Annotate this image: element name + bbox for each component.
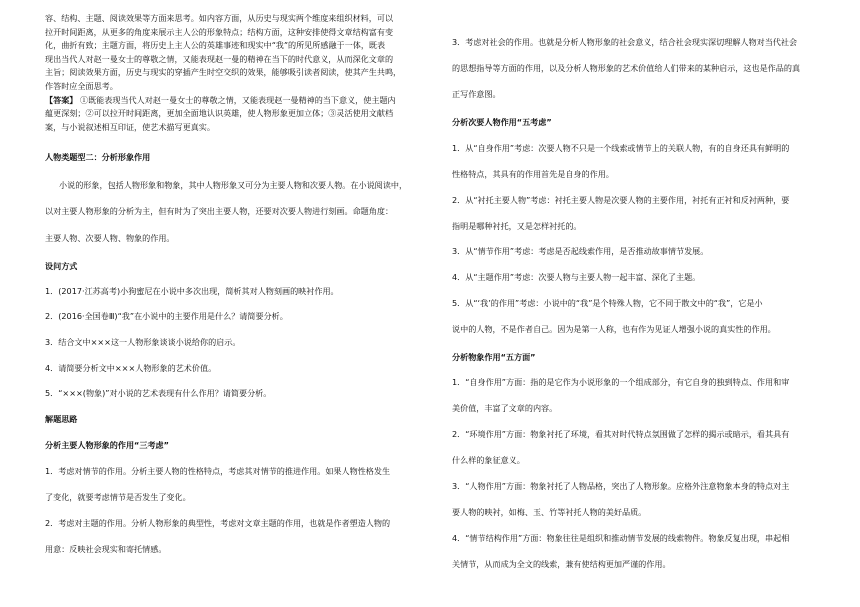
- body-line: 主要人物、次要人物、物象的作用。: [45, 233, 175, 243]
- intro-line: 容、结构、主题、阅读效果等方面来思考。如内容方面，从历史与现实两个维度来组织材料，可以: [45, 13, 394, 23]
- answer-label: 【答案】: [45, 94, 78, 105]
- body-line: 2．考虑对主题的作用。分析人物形象的典型性，考虑对文章主题的作用，也就是作者塑造人物的: [45, 518, 391, 528]
- body-line: 5．从“‘我’的作用”考虑：小说中的“我”是个特殊人物，它不同于散文中的“我”，它是小: [452, 298, 763, 308]
- body-line: 以对主要人物形象的分析为主，但有时为了突出主要人物，还要对次要人物进行刻画。命题角度：: [45, 206, 394, 216]
- body-line: 美价值，丰富了文章的内容。: [452, 403, 558, 413]
- body-line: 2．从“衬托主要人物”考虑：衬托主要人物是次要人物的主要作用，衬托有正衬和反衬两种，要: [452, 195, 790, 205]
- section-heading: 解题思路: [45, 414, 78, 424]
- body-line: 要人物的映衬，如梅、玉、竹等衬托人物的美好品质。: [452, 507, 647, 517]
- body-line: 的思想指导等方面的作用，以及分析人物形象的艺术价值给人们带来的某种启示，这也是作品的真: [452, 63, 801, 73]
- body-line: 1．“自身作用”方面：指的是它作为小说形象的一个组成部分，有它自身的独到特点、作用和审: [452, 377, 790, 387]
- body-line: 1．考虑对情节的作用。分析主要人物的性格特点，考虑其对情节的推进作用。如果人物性格发生: [45, 466, 391, 476]
- section-heading: 设问方式: [45, 261, 78, 271]
- body-line: 关情节，从而成为全文的线索，兼有使结构更加严谨的作用。: [452, 559, 671, 569]
- section-heading: 分析次要人物作用“五考虑”: [452, 117, 552, 127]
- section-heading: 人物类题型二：分析形象作用: [45, 152, 151, 162]
- answer-line: 案，与小说叙述相互印证，使艺术描写更真实。: [45, 121, 215, 132]
- answer-line: 蕴更深刻；②可以拉开时间距离，更加全面地认识英雄，使人物形象更加立体；③灵活使用文献档: [45, 108, 394, 119]
- body-line: 指明是哪种衬托，又是怎样衬托的。: [452, 221, 582, 231]
- body-line: 3．“人物作用”方面：物象衬托了人物品格，突出了人物形象。应格外注意物象本身的特点对主: [452, 481, 790, 491]
- body-line: 性格特点，其具有的作用首先是自身的作用。: [452, 169, 614, 179]
- answer-line: [45, 94, 425, 108]
- body-line: 了变化，就要考虑情节是否发生了变化。: [45, 492, 191, 502]
- body-line: 4．“情节结构作用”方面：物象往往是组织和推动情节发展的线索物件。物象反复出现，串起相: [452, 533, 790, 543]
- body-line: 正写作意图。: [452, 89, 501, 99]
- body-line: 用意：反映社会现实和寄托情感。: [45, 544, 167, 554]
- intro-line: 化，曲折有致；主题方面，将历史上主人公的英雄事迹和现实中“我”的所见所感融于一体，既表: [45, 40, 386, 51]
- body-line: 什么样的象征意义。: [452, 455, 525, 465]
- body-line: 4．从“主题作用”考虑：次要人物与主要人物一起丰富、深化了主题。: [452, 272, 701, 282]
- section-heading: 分析物象作用“五方面”: [452, 352, 536, 362]
- list-item: 3．结合文中×××这一人物形象谈谈小说给你的启示。: [45, 337, 241, 347]
- body-line: 2．“环境作用”方面：物象衬托了环境，看其对时代特点氛围做了怎样的揭示或暗示，看其具有: [452, 429, 790, 439]
- list-item: 4．请简要分析文中×××人物形象的艺术价值。: [45, 363, 217, 373]
- list-item: 5．“×××(物象)”对小说的艺术表现有什么作用？请简要分析。: [45, 388, 272, 398]
- section-heading: 分析主要人物形象的作用“三考虑”: [45, 440, 169, 450]
- list-item: 2．(2016·全国卷Ⅲ)“我”在小说中的主要作用是什么？请简要分析。: [45, 311, 288, 321]
- intro-line: 作答时应全面思考。: [45, 81, 118, 91]
- body-line: 3．考虑对社会的作用。也就是分析人物形象的社会意义，结合社会现实深切理解人物对当代社会: [452, 37, 798, 47]
- intro-line: 现出当代人对赵一曼女士的尊敬之情，又能表现赵一曼的精神在当下的时代意义，从而深化文章的: [45, 53, 394, 64]
- intro-line: 主旨；阅读效果方面，历史与现实的穿插产生时空交织的效果，能够吸引读者阅读，使其产生共鸣，: [45, 67, 402, 78]
- body-line: 说中的人物，不是作者自己。因为是第一人称，也有作为见证人增强小说的真实性的作用。: [452, 324, 776, 334]
- intro-line: 拉开时间距离，从更多的角度来展示主人公的形象特点；结构方面，这种安排使得文章结构富有变: [45, 26, 394, 37]
- body-line: 小说的形象，包括人物形象和物象，其中人物形象又可分为主要人物和次要人物。在小说阅读中，: [59, 180, 408, 190]
- list-item: 1．(2017·江苏高考)小狗蜜尼在小说中多次出现，简析其对人物刻画的映衬作用。: [45, 286, 339, 296]
- answer-text: ①既能表现当代人对赵一曼女士的尊敬之情，又能表现赵一曼精神的当下意义，使主题内: [79, 94, 396, 105]
- body-line: 1．从“自身作用”考虑：次要人物不只是一个线索或情节上的关联人物，有的自身还具有鲜明的: [452, 143, 790, 153]
- body-line: 3．从“情节作用”考虑：考虑是否起线索作用，是否推动故事情节发展。: [452, 246, 709, 256]
